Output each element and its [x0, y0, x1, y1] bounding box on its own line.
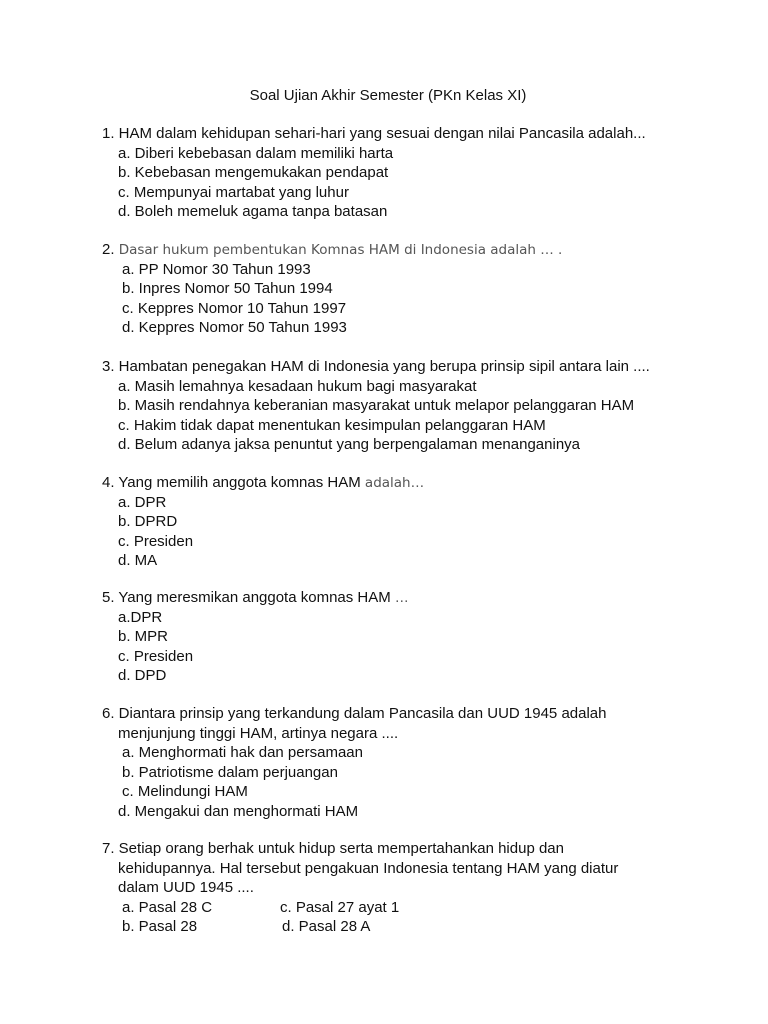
question-7 [102, 839, 742, 937]
question-5-stem-line [102, 588, 742, 608]
question-7-option-d: d. Pasal 28 A [282, 918, 371, 935]
question-1-option-c: c. Mempunyai martabat yang luhur [118, 183, 349, 201]
question-6-stem-line-1: 6. Diantara prinsip yang terkandung dalam Pancasila dan UUD 1945 adalah [102, 705, 607, 722]
question-6 [102, 704, 742, 821]
question-1 [102, 124, 742, 222]
question-2-stem-line [102, 240, 742, 260]
question-7-stem-line-2: kehidupannya. Hal tersebut pengakuan Indonesia tentang HAM yang diatur [118, 859, 619, 877]
question-2-option-a: a. PP Nomor 30 Tahun 1993 [122, 260, 311, 278]
question-5-option-d: d. DPD [118, 667, 167, 684]
question-2-option-b: b. Inpres Nomor 50 Tahun 1994 [122, 280, 333, 297]
question-7-stem-line-3: dalam UUD 1945 .... [118, 879, 254, 896]
question-4-option-c: c. Presiden [118, 532, 194, 550]
question-4 [102, 473, 742, 571]
question-2 [102, 240, 742, 338]
question-6-option-a: a. Menghormati hak dan persamaan [122, 744, 363, 761]
question-1-option-a: a. Diberi kebebasan dalam memiliki harta [118, 144, 394, 162]
question-3 [102, 357, 742, 455]
question-5-option-a: a.DPR [118, 608, 163, 626]
question-3-stem: 3. Hambatan penegakan HAM di Indonesia yang berupa prinsip sipil antara lain .... [102, 358, 650, 375]
question-7-option-a: a. Pasal 28 C [122, 898, 213, 916]
question-6-option-b: b. Patriotisme dalam perjuangan [122, 763, 338, 781]
question-5-option-c: c. Presiden [118, 647, 194, 665]
question-7-option-b: b. Pasal 28 [122, 918, 198, 935]
question-1-option-d: d. Boleh memeluk agama tanpa batasan [118, 203, 388, 220]
question-3-option-c: c. Hakim tidak dapat menentukan kesimpulan pelanggaran HAM [118, 416, 546, 434]
page-title: Soal Ujian Akhir Semester (PKn Kelas XI) [249, 87, 527, 104]
question-3-option-a: a. Masih lemahnya kesadaan hukum bagi masyarakat [118, 377, 477, 395]
question-7-option-c: c. Pasal 27 ayat 1 [280, 898, 400, 916]
question-7-options-row-1 [102, 898, 742, 918]
question-2-option-d: d. Keppres Nomor 50 Tahun 1993 [122, 319, 347, 336]
question-5-stem: 5. Yang meresmikan anggota komnas HAM [102, 589, 395, 606]
question-4-stem-tail: adalah… [364, 475, 425, 491]
question-2-stem: Dasar hukum pembentukan Komnas HAM di Indonesia adalah … . [118, 242, 563, 258]
question-1-option-b: b. Kebebasan mengemukakan pendapat [118, 164, 389, 181]
question-1-stem: 1. HAM dalam kehidupan sehari-hari yang sesuai dengan nilai Pancasila adalah... [102, 125, 646, 142]
question-4-option-a: a. DPR [118, 493, 167, 511]
question-7-stem-line-1: 7. Setiap orang berhak untuk hidup serta mempertahankan hidup dan [102, 840, 564, 857]
question-7-options-row-2 [102, 917, 742, 937]
question-3-option-b: b. Masih rendahnya keberanian masyarakat untuk melapor pelanggaran HAM [118, 397, 635, 414]
question-4-stem: 4. Yang memilih anggota komnas HAM [102, 474, 365, 491]
question-6-option-c: c. Melindungi HAM [122, 783, 248, 800]
question-5 [102, 588, 742, 686]
question-2-number: 2. [102, 241, 115, 258]
question-4-option-b: b. DPRD [118, 513, 178, 530]
question-6-option-d: d. Mengakui dan menghormati HAM [118, 802, 359, 820]
question-4-stem-line [102, 473, 742, 493]
question-4-option-d: d. MA [118, 552, 158, 569]
question-5-stem-tail: … [394, 590, 409, 606]
question-6-stem-line-2: menjunjung tinggi HAM, artinya negara .... [118, 724, 399, 742]
question-3-option-d: d. Belum adanya jaksa penuntut yang berpengalaman menanganinya [118, 436, 580, 453]
question-2-option-c: c. Keppres Nomor 10 Tahun 1997 [122, 299, 347, 317]
question-5-option-b: b. MPR [118, 628, 169, 645]
